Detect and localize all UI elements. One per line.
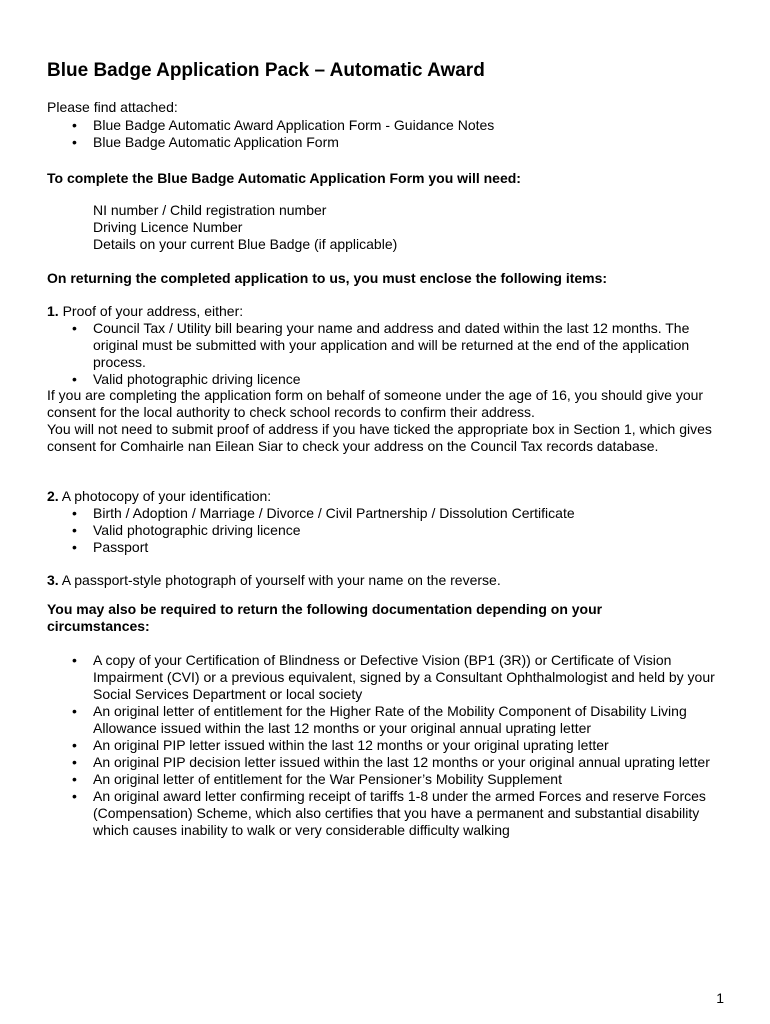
need-heading: To complete the Blue Badge Automatic Application Form you will need: [47,170,521,186]
list-item: • An original letter of entitlement for the Higher Rate of the Mobility Component of Disability Living Allowance issued within the last 12 months or your original annual uprating letter [72,703,687,736]
list-item: • Valid photographic driving licence [72,371,301,387]
list-item: • A copy of your Certification of Blindness or Defective Vision (BP1 (3R)) or Certificate of Vision Impairment (CVI) or a previous equivalent, signed by a Consultant Ophthalmologist and held by your Social Services Department or local society [72,652,715,702]
bullet-icon: • [72,320,77,336]
bullet-icon: • [72,737,77,753]
list-item: • Council Tax / Utility bill bearing your name and address and dated within the last 12 months. The original must be submitted with your application and will be returned at the end of the application process. [72,320,690,370]
attached-list [47,117,737,151]
bullet-icon: • [72,771,77,787]
bullet-icon: • [72,754,77,770]
bullet-icon: • [72,117,77,133]
bullet-icon: • [72,505,77,521]
page-title: Blue Badge Application Pack – Automatic Award [47,60,485,81]
page-number: 1 [716,990,724,1006]
bullet-icon: • [72,788,77,804]
list-item: Details on your current Blue Badge (if applicable) [93,236,398,252]
bullet-icon: • [72,522,77,538]
also-heading: You may also be required to return the following documentation depending on your circumstances: [47,601,603,634]
item-1-heading: 1. Proof of your address, either: [47,303,244,319]
list-item: • An original PIP letter issued within the last 12 months or your original uprating letter [72,737,609,753]
list-item: • Valid photographic driving licence [72,522,301,538]
item-3-heading: 3. A passport-style photograph of yourself with your name on the reverse. [47,572,501,588]
list-item: • Blue Badge Automatic Application Form [72,134,339,150]
item-2-list [47,505,737,556]
bullet-icon: • [72,703,77,719]
item-1-list [47,320,737,388]
bullet-icon: • [72,371,77,387]
bullet-icon: • [72,134,77,150]
item-2-heading: 2. A photocopy of your identification: [47,488,272,504]
also-list [47,652,737,839]
list-item: • An original letter of entitlement for the War Pensioner’s Mobility Supplement [72,771,562,787]
item-1-paragraph: If you are completing the application form on behalf of someone under the age of 16, you should give your consent for the local authority to check school records to confirm their address. [47,387,704,420]
list-item: Driving Licence Number [93,219,243,235]
list-item: • Passport [72,539,149,555]
list-item: • An original award letter confirming receipt of tariffs 1-8 under the armed Forces and reserve Forces (Compensation) Scheme, which also certifies that you have a permanent and substantial disability which causes inability to walk or very considerable difficulty walking [72,788,706,838]
list-item: • Birth / Adoption / Marriage / Divorce / Civil Partnership / Dissolution Certificate [72,505,575,521]
list-item: NI number / Child registration number [93,202,327,218]
bullet-icon: • [72,652,77,668]
list-item: • Blue Badge Automatic Award Application Form - Guidance Notes [72,117,495,133]
need-list [47,202,770,253]
enclose-heading: On returning the completed application to us, you must enclose the following items: [47,270,608,286]
list-item: • An original PIP decision letter issued within the last 12 months or your original annual uprating letter [72,754,710,770]
intro-text: Please find attached: [47,99,178,115]
item-1-paragraph: You will not need to submit proof of address if you have ticked the appropriate box in Section 1, which gives consent for Comhairle nan Eilean Siar to check your address on the Council Tax records database. [47,421,712,454]
bullet-icon: • [72,539,77,555]
